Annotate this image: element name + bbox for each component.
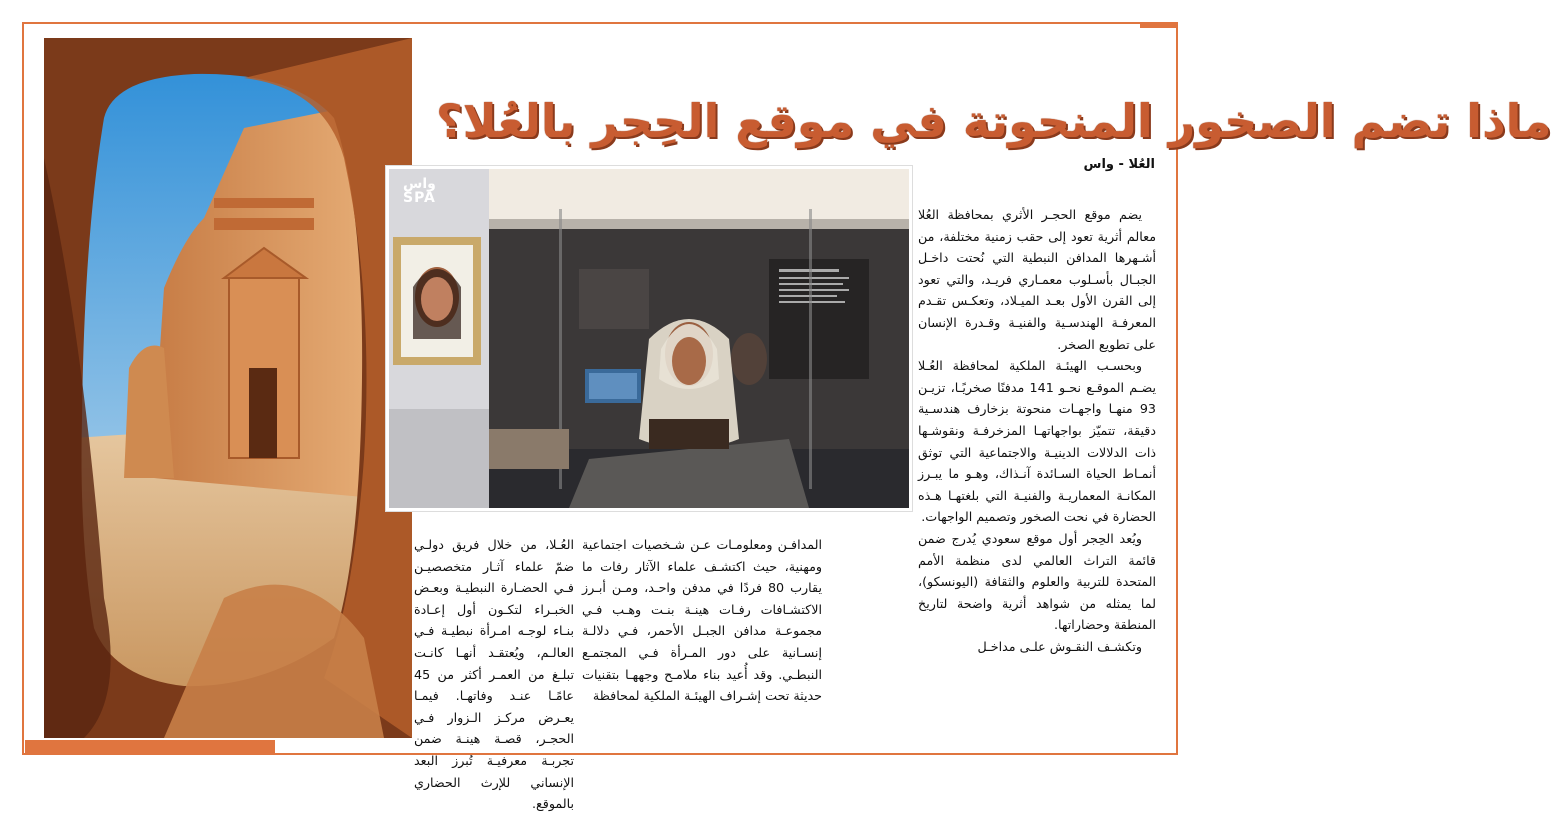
paragraph: العُـلا، من خلال فريق دولـي ضمّ علماء آثـار متخصصيـن فـي الحضـارة النبطيـة وبعـض الخبـراء لتكـون أول إعـادة بنـاء لوجـه امـرأة نبطيـة فـي العالـم، ويُعتقـد أنهـا كانـت تبلـغ من العمـر أكثر من 45 عامًـا عنـد وفاتهـا. فيمـا يعـرض مركـز الـزوار فـي الحجـر، قصـة هينـة ضمن تجربـة معرفيـة تُبرز البعد الإنساني للإرث الحضاري بالموقع. <box>414 537 574 812</box>
spa-logo: واس SPA <box>403 176 436 206</box>
corner-accent <box>1140 22 1178 28</box>
paragraph: المدافـن ومعلومـات عـن شـخصيات اجتماعية ومهنية، حيث اكتشـف علماء الآثار رفات ما يقارب 80 فردًا في مدفن واحـد، ومـن أبـرز الاكتشـافات رفـات هينـة بنـت وهـب فـي مجموعـة مدافن الجبـل الأحمر، فـي دلالـة إنسـانية على دور المـرأة فـي المجتمـع النبطـي. وقد أُعيد بناء ملامـح وجههـا بتقنيات حديثة تحت إشـراف الهيئـة الملكية لمحافظة <box>582 537 822 704</box>
bottom-accent-bar <box>25 740 275 754</box>
paragraph: وبحسـب الهيئـة الملكية لمحافظة العُـلا يضـم الموقـع نحـو 141 مدفنًا صخريًـا، تزيـن 93 منهـا واجهـات منحوتة بزخارف هندسـية دقيقة، تتميّز بواجهاتهـا المزخرفـة ونقوشـها ذات الدلالات الدينيـة والاجتماعية التي توثق أنمـاط الحياة السـائدة آنـذاك، وهـو ما يبـرز المكانـة المعماريـة والفنيـة التي بلغتهـا هـذه الحضارة في نحت الصخور وتصميم الواجهات. <box>918 358 1156 525</box>
museum-photo <box>386 166 912 511</box>
paragraph: وتكشـف النقـوش علـى مداخـل <box>977 638 1142 654</box>
paragraph: يضم موقع الحجـر الأثري بمحافظة العُلا معالم أثرية تعود إلى حقب زمنية مختلفة، من أشـهرها المدافن النبطية التي نُحتت داخـل الجبـال بأسـلوب معمـاري فريـد، والتي تعود إلى القرن الأول بعـد الميـلاد، وتعكـس تقـدم المعرفـة الهندسـية والفنيـة وقـدرة الإنسان على تطويع الصخر. <box>918 207 1156 352</box>
paragraph: ويُعد الحِجر أول موقع سعودي يُدرج ضمن قائمة التراث العالمي لدى منظمة الأمم المتحدة للتربية والعلوم والثقافة (اليونسكو)، لما يمثله من شواهد أثرية واضحة لتاريخ المنطقة وحضاراتها. <box>918 530 1156 633</box>
museum-photo-illustration <box>389 169 909 508</box>
byline: العُلا - واس <box>1083 157 1155 172</box>
tomb-photo <box>44 38 412 738</box>
tomb-photo-illustration <box>44 38 412 738</box>
article-column-3 <box>414 534 574 815</box>
headline: ماذا تضم الصخور المنحوتة في موقع الحِجر بالعُلا؟ <box>436 93 1551 148</box>
article-column-1 <box>918 204 1156 657</box>
article-column-2 <box>582 534 822 707</box>
